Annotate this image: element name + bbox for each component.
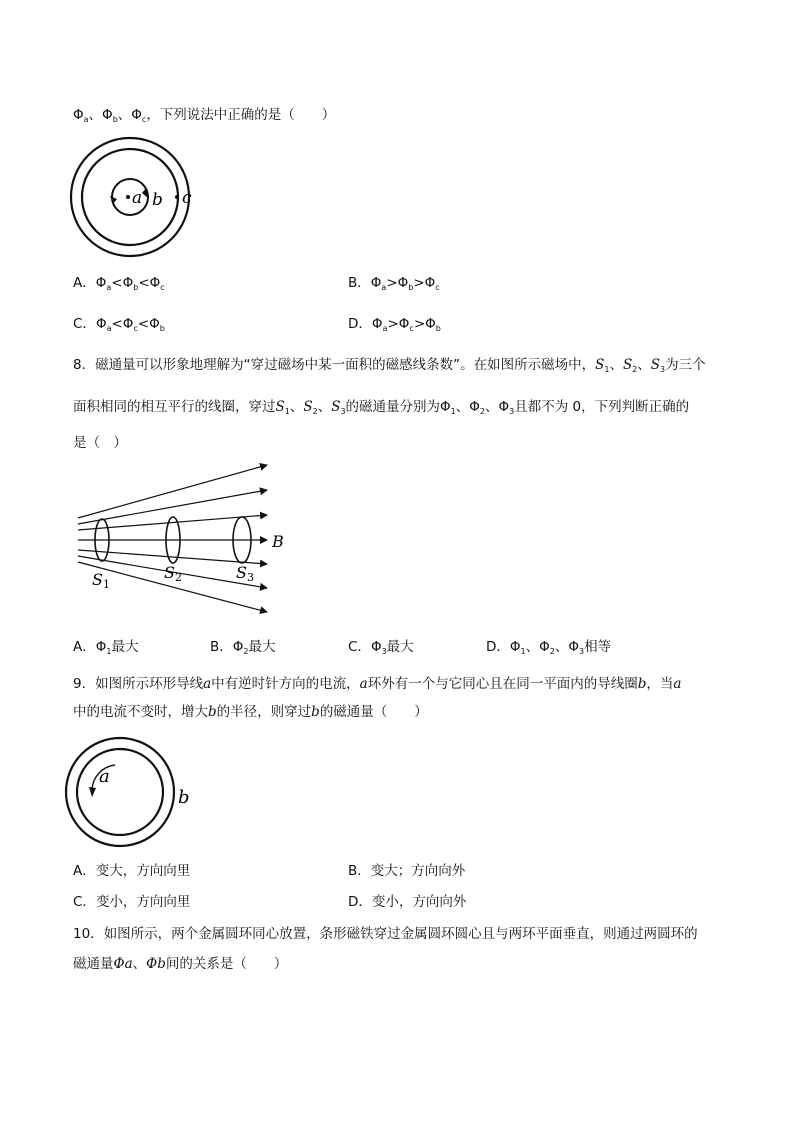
- label-b: b: [152, 190, 163, 210]
- label-s3: S3: [236, 563, 254, 584]
- q9-option-b[interactable]: B．变大；方向向外: [348, 863, 466, 879]
- q9-option-c[interactable]: C．变小，方向向里: [73, 894, 191, 910]
- q8-option-d[interactable]: D．$\Phi_1$、$\Phi_2$、$\Phi_3$相等: [486, 639, 612, 656]
- q9-option-d[interactable]: D．变小，方向向外: [348, 894, 467, 910]
- label-s1: S1: [92, 570, 110, 591]
- label-a: a: [132, 188, 143, 208]
- q10-line-2: 磁通量Φa、Φb间的关系是（ ）: [73, 956, 288, 972]
- label-a: a: [99, 766, 110, 787]
- q7-concentric-circles-figure: [68, 133, 198, 263]
- inner-arrow-icon-left: [110, 196, 117, 204]
- q8-line-3: 是（ ）: [73, 435, 127, 451]
- q8-option-b[interactable]: B．$\Phi_2$最大: [210, 639, 276, 656]
- field-label-b: B: [272, 532, 284, 551]
- q9-line-1: 9．如图所示环形导线a中有逆时针方向的电流，a环外有一个与它同心且在同一平面内的导线圈b，当a: [73, 676, 682, 692]
- q7-stem: $\Phi_a$、$\Phi_b$、$\Phi_c$，下列说法中正确的是（ ）: [73, 107, 336, 124]
- q9-number: 9．: [73, 676, 96, 692]
- q8-number: 8．: [73, 357, 96, 373]
- q10-line-1: 10．如图所示，两个金属圆环同心放置，条形磁铁穿过金属圆环圆心且与两环平面垂直，则通过两圆环的: [73, 926, 698, 942]
- q8-line-1: 8．磁通量可以形象地理解为“穿过磁场中某一面积的磁感线条数”。在如图所示磁场中，$S_1$、$S_2$、$S_3$为三个: [73, 357, 706, 374]
- ring-b: [66, 738, 174, 846]
- q7-option-a[interactable]: A．$\Phi_a<\Phi_b<\Phi_c$: [73, 275, 165, 292]
- q8-line-2: 面积相同的相互平行的线圈，穿过$S_1$、$S_2$、$S_3$的磁通量分别为$\Phi_1$、$\Phi_2$、$\Phi_3$且都不为 0，下列判断正确的: [73, 399, 690, 416]
- arc-arrow-icon: [89, 787, 96, 797]
- ring-a: [77, 749, 163, 835]
- label-b: b: [178, 787, 190, 808]
- q7-option-c[interactable]: C．$\Phi_a<\Phi_c<\Phi_b$: [73, 316, 165, 333]
- q9-option-a[interactable]: A．变大，方向向里: [73, 863, 191, 879]
- q8-option-a[interactable]: A．$\Phi_1$最大: [73, 639, 139, 656]
- q8-option-c[interactable]: C．$\Phi_3$最大: [348, 639, 414, 656]
- q7-option-b[interactable]: B．$\Phi_a>\Phi_b>\Phi_c$: [348, 275, 440, 292]
- q9-line-2: 中的电流不变时，增大b的半径，则穿过b的磁通量（ ）: [73, 704, 428, 720]
- point-c-dot: [175, 195, 179, 199]
- q8-magnetic-field-figure: [70, 458, 310, 618]
- label-c: c: [182, 188, 192, 208]
- point-a-dot: [126, 195, 130, 199]
- label-s2: S2: [164, 563, 182, 584]
- q10-number: 10．: [73, 926, 104, 942]
- q9-ring-figure: [70, 735, 210, 855]
- q7-option-d[interactable]: D．$\Phi_a>\Phi_c>\Phi_b$: [348, 316, 441, 333]
